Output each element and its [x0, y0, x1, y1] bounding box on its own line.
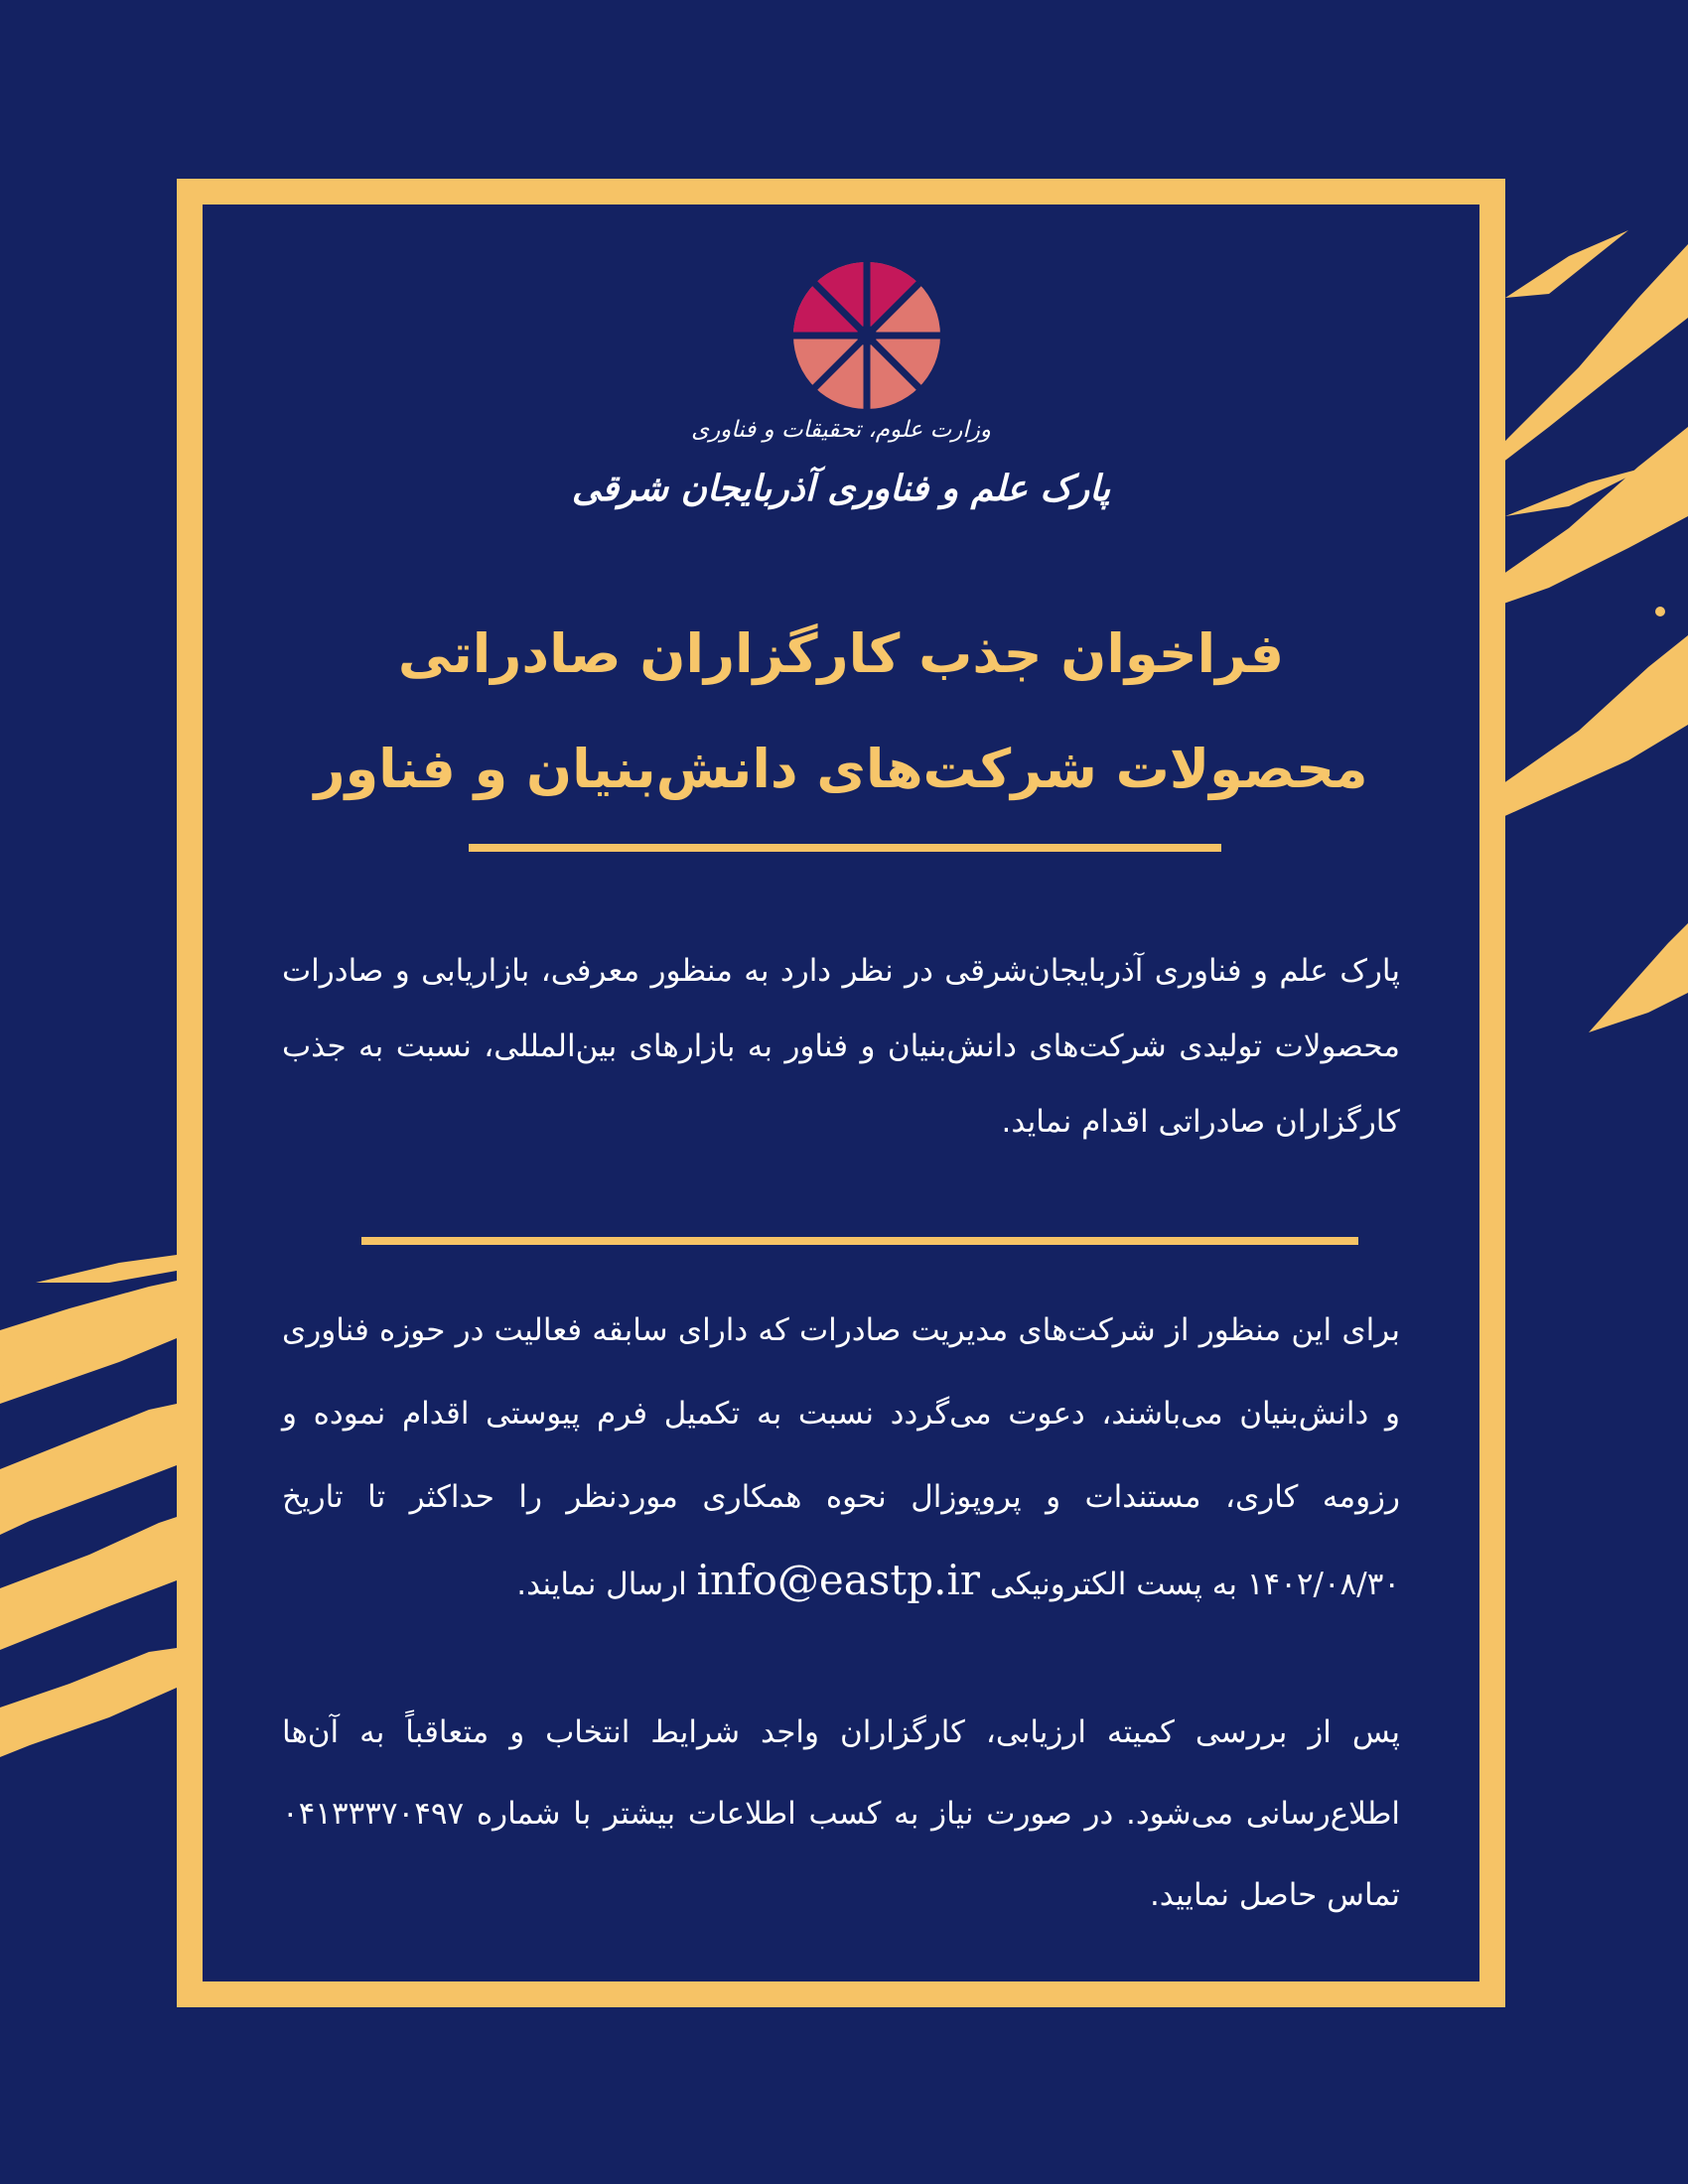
title-line-1: فراخوان جذب کارگزاران صادراتی: [397, 622, 1285, 685]
title-line-2: محصولات شرکت‌های دانش‌بنیان و فناور: [314, 738, 1368, 800]
segmented-circle-logo-icon: [791, 260, 942, 411]
followup-paragraph: پس از بررسی کمیته ارزیابی، کارگزاران واجد شرایط انتخاب و متعاقباً به آن‌ها اطلاع‌رسانی می‌شود. در صورت نیاز به کسب اطلاعات بیشتر با شماره ۰۴۱۳۳۳۷۰۴۹۷ تماس حاصل نمایید.: [282, 1714, 1400, 1913]
title-divider: [469, 844, 1221, 852]
park-name: پارک علم و فناوری آذربایجان شرقی: [571, 468, 1111, 509]
gold-border-frame: [177, 179, 1505, 2007]
invitation-text: برای این منظور از شرکت‌های مدیریت صادرات که دارای سابقه فعالیت در حوزه فناوری و دانش‌بنیان می‌باشند، دعوت می‌گردد نسبت به تکمیل فرم پیوستی اقدام نموده و رزومه کاری، مستندات و پروپوزال نحوه همکاری موردنظر را حداکثر تا تاریخ ۱۴۰۲/۰۸/۳۰ به پست الکترونیکی: [282, 1312, 1400, 1602]
email-address[interactable]: info@eastp.ir: [696, 1556, 980, 1604]
invitation-paragraph: [282, 1289, 1400, 1626]
invitation-suffix: ارسال نمایند.: [516, 1567, 687, 1602]
announcement-title: [282, 597, 1400, 827]
ministry-name: وزارت علوم، تحقیقات و فناوری: [691, 417, 991, 443]
section-divider: [361, 1237, 1358, 1245]
intro-paragraph: پارک علم و فناوری آذربایجان‌شرقی در نظر دارد به منظور معرفی، بازاریابی و صادرات محصولات تولیدی شرکت‌های دانش‌بنیان و فناور به بازارهای بین‌المللی، نسبت به جذب کارگزاران صادراتی اقدام نماید.: [282, 953, 1400, 1140]
